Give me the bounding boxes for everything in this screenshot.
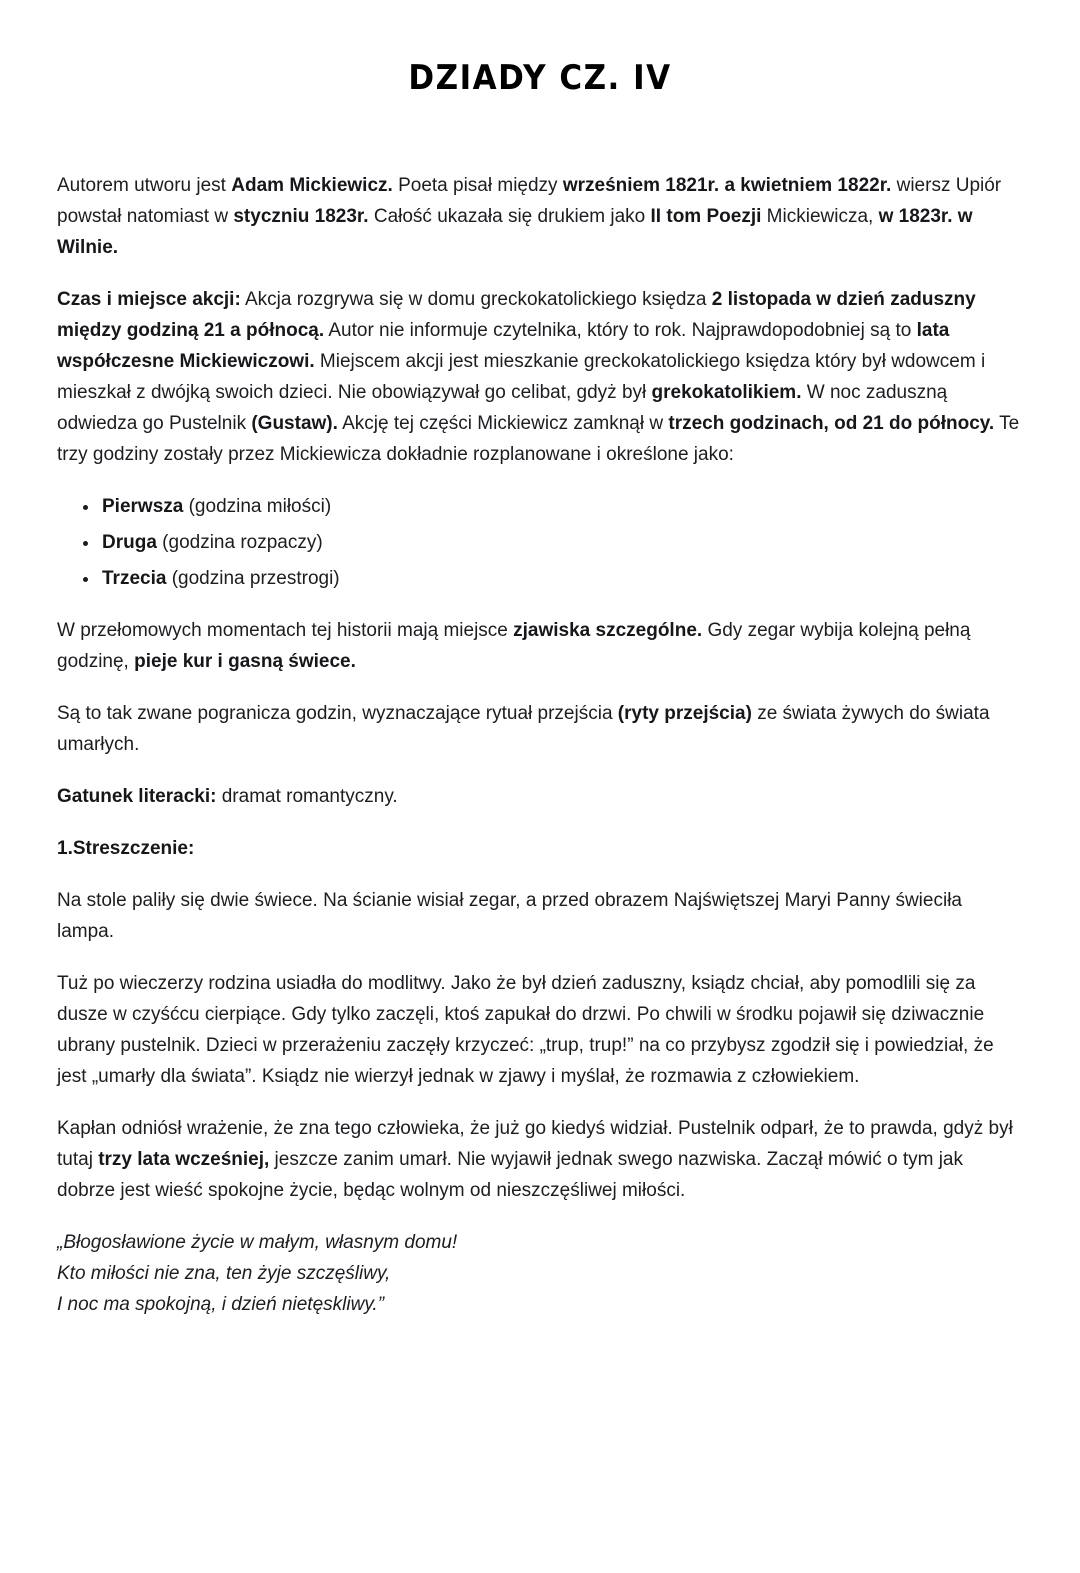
poem-quote-line: „Błogosławione życie w małym, własnym domu! bbox=[57, 1232, 458, 1253]
paragraph-summary-2: Tuż po wieczerzy rodzina usiadła do modlitwy. Jako że był dzień zaduszny, ksiądz chciał, aby pomodlili się za dusze w czyśćcu cierpiące. Gdy tylko zaczęli, ktoś zapukał do drzwi. Po chwili w środku pojawił się dziwacznie ubrany pustelnik. Dzieci w przerażeniu zaczęły krzyczeć: „trup, trup!” na co przybysz zgodził się i powiedział, że jest „umarły dla świata”. Ksiądz nie wierzył jednak w zjawy i myślał, że rozmawia z człowiekiem. bbox=[57, 973, 994, 1087]
list-item-third-hour: • Trzecia (godzina przestrogi) bbox=[100, 563, 1023, 594]
paragraph-literary-genre: Gatunek literacki: dramat romantyczny. bbox=[57, 786, 398, 807]
paragraph-summary-3: Kapłan odniósł wrażenie, że zna tego człowieka, że już go kiedyś widział. Pustelnik odparł, że to prawda, gdyż był tutaj trzy lata wcześniej, jeszcze zanim umarł. Nie wyjawił jednak swego nazwiska. Zaczął mówić o tym jak dobrze jest wieść spokojne życie, będąc wolnym od nieszczęśliwej miłości. bbox=[57, 1118, 1013, 1201]
paragraph-time-and-place: Czas i miejsce akcji: Akcja rozgrywa się w domu greckokatolickiego księdza 2 listopada w dzień zaduszny między godziną 21 a północą. Autor nie informuje czytelnika, który to rok. Najprawdopodobniej są to lata współczesne Mickiewiczowi. Miejscem akcji jest mieszkanie greckokatolickiego księdza który był wdowcem i mieszkał z dwójką swoich dzieci. Nie obowiązywał go celibat, gdyż był grekokatolikiem. W noc zaduszną odwiedza go Pustelnik (Gustaw). Akcję tej części Mickiewicz zamknął w trzech godzinach, od 21 do północy. Te trzy godziny zostały przez Mickiewicza dokładnie rozplanowane i określone jako: bbox=[57, 289, 1020, 465]
poem-quote-line: I noc ma spokojną, i dzień nietęskliwy.” bbox=[57, 1294, 385, 1315]
paragraph-summary-1: Na stole paliły się dwie świece. Na ścianie wisiał zegar, a przed obrazem Najświętszej Maryi Panny świeciła lampa. bbox=[57, 890, 962, 942]
list-item-first-hour: • Pierwsza (godzina miłości) bbox=[100, 491, 1023, 522]
document-title: DZIADY CZ. IV bbox=[408, 58, 672, 98]
list-item-second-hour: • Druga (godzina rozpaczy) bbox=[100, 527, 1023, 558]
poem-quote-line: Kto miłości nie zna, ten żyje szczęśliwy, bbox=[57, 1263, 391, 1284]
poem-quote bbox=[57, 1227, 1023, 1320]
hours-list bbox=[57, 491, 1023, 594]
paragraph-rites-of-passage: Są to tak zwane pogranicza godzin, wyznaczające rytuał przejścia (ryty przejścia) ze świata żywych do świata umarłych. bbox=[57, 703, 990, 755]
paragraph-phenomena: W przełomowych momentach tej historii mają miejsce zjawiska szczególne. Gdy zegar wybija kolejną pełną godzinę, pieje kur i gasną świece. bbox=[57, 620, 971, 672]
summary-section-heading: 1.Streszczenie: bbox=[57, 838, 195, 859]
paragraph-author-intro: Autorem utworu jest Adam Mickiewicz. Poeta pisał między wrześniem 1821r. a kwietniem 1822r. wiersz Upiór powstał natomiast w styczniu 1823r. Całość ukazała się drukiem jako II tom Poezji Mickiewicza, w 1823r. w Wilnie. bbox=[57, 175, 1002, 258]
